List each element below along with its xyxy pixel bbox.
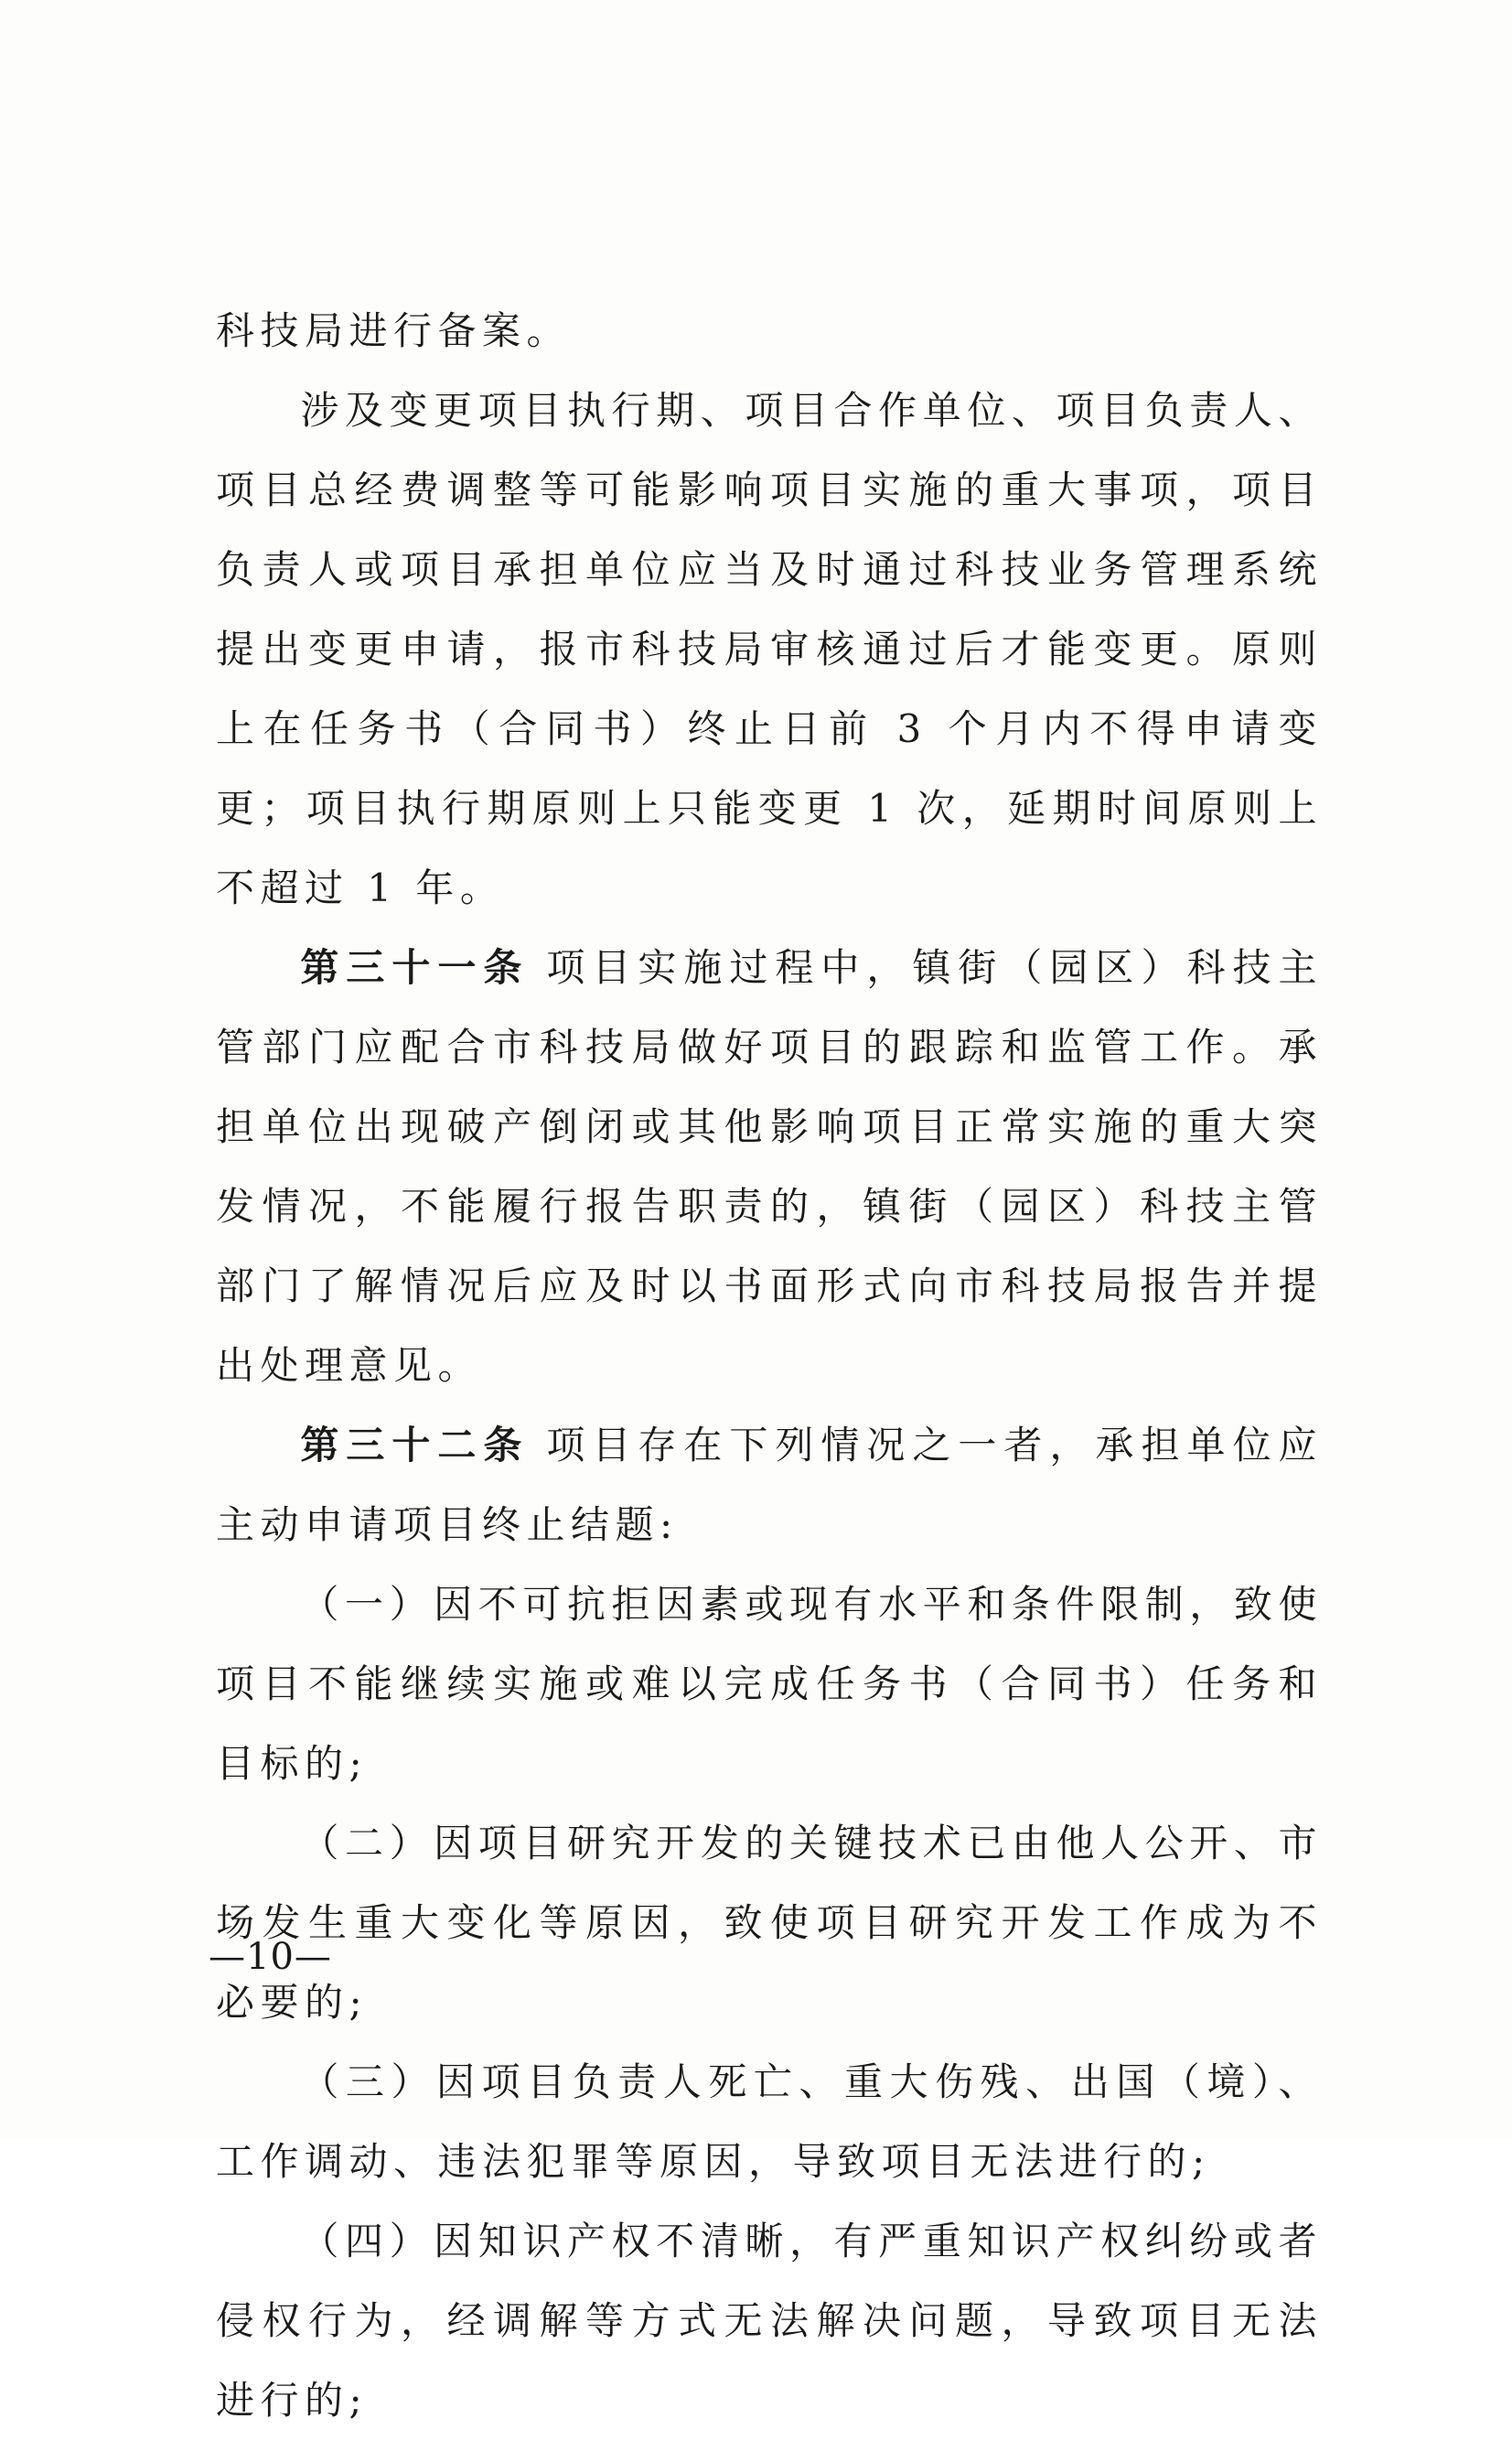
paragraph-text: 科技局进行备案。 — [216, 308, 572, 353]
paragraph-text: （三）因项目负责人死亡、重大伤残、出国（境）、工作调动、违法犯罪等原因，导致项目无法进行的; — [216, 2059, 1323, 2184]
list-item-1 — [216, 1564, 1323, 1803]
list-item-2 — [216, 1803, 1323, 2042]
article-31 — [216, 928, 1323, 1405]
article-label: 第三十一条 — [300, 945, 530, 990]
list-item-3 — [216, 2042, 1323, 2201]
paragraph-1 — [216, 291, 1323, 371]
body-text — [216, 291, 1323, 2440]
paragraph-text: （一）因不可抗拒因素或现有水平和条件限制，致使项目不能继续实施或难以完成任务书（合同书）任务和目标的; — [216, 1582, 1323, 1786]
page-number: —10— — [209, 1936, 332, 1978]
paragraph-text: 项目存在下列情况之一者，承担单位应主动申请项目终止结题: — [216, 1423, 1323, 1547]
article-32 — [216, 1405, 1323, 1564]
article-label: 第三十二条 — [300, 1423, 530, 1467]
paragraph-text: 涉及变更项目执行期、项目合作单位、项目负责人、项目总经费调整等可能影响项目实施的重大事项，项目负责人或项目承担单位应当及时通过科技业务管理系统提出变更申请，报市科技局审核通过后才能变更。原则上在任务书（合同书）终止日前 3 个月内不得申请变更；项目执行期原则上只能变更 1 次，延期时间原则上不超过 1 年。 — [216, 388, 1323, 910]
list-item-4 — [216, 2201, 1323, 2440]
paragraph-text: （二）因项目研究开发的关键技术已由他人公开、市场发生重大变化等原因，致使项目研究开发工作成为不必要的; — [216, 1821, 1323, 2025]
paragraph-text: （四）因知识产权不清晰，有严重知识产权纠纷或者侵权行为，经调解等方式无法解决问题，导致项目无法进行的; — [216, 2219, 1323, 2423]
paragraph-2 — [216, 371, 1323, 928]
paragraph-text: 项目实施过程中，镇街（园区）科技主管部门应配合市科技局做好项目的跟踪和监管工作。承担单位出现破产倒闭或其他影响项目正常实施的重大突发情况，不能履行报告职责的，镇街（园区）科技主管部门了解情况后应及时以书面形式向市科技局报告并提出处理意见。 — [216, 945, 1323, 1388]
